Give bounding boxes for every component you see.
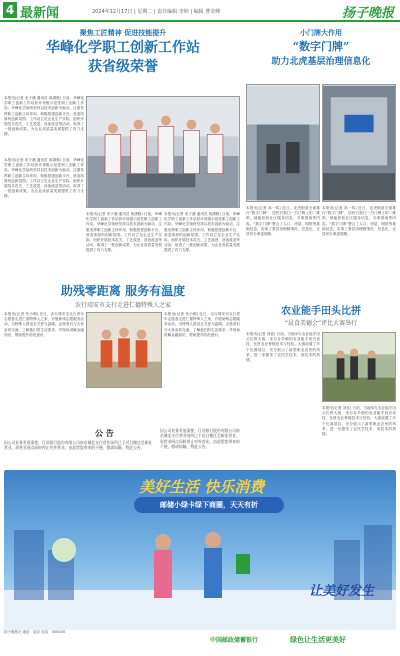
article-1-title-line2: 获省级荣誉 xyxy=(88,59,158,75)
article-1-body-cont: 本报讯(记者 宋子涵 通讯员 蒋潇骐) 日前，华峰化学职工创新工作站获评省级示范性职工创新工作站。华峰化学始终坚持以技术创新为驱动，注重发挥职工创新主体作用，积极搭建创新平台，营造浓厚的创新氛围。工作站立足企业生产实际，组织开展技术攻关、工艺改进、设备改造等活动，取得了一批创新成果，为企业高质量发展提供了有力支撑。 xyxy=(4,158,84,199)
article-3-body-cont: 本报讯(记者 高一鸣) 近日，北虎街道全面推行“数字门牌”，居民只需扫一扫门牌上的二维码，就能获取社区服务信息、办事指南等内容。“数字门牌”整合了人口、房屋、网格等基础信息，实现了基层治理精细化、信息化，让居民办事更便捷。 xyxy=(322,206,396,237)
banner-tagline: 让美好发生 xyxy=(308,584,374,599)
article-1-body: 本报讯(记者 宋子涵 通讯员 蒋潇骐) 日前，华峰化学职工创新工作站获评省级示范性职工创新工作站。华峰化学始终坚持以技术创新为驱动，注重发挥职工创新主体作用，积极搭建创新平台，营造浓厚的创新氛围。工作站立足企业生产实际，组织开展技术攻关、工艺改进、设备改造等活动，取得了一批创新成果，为企业高质量发展提供了有力支撑。 xyxy=(4,96,84,137)
article-1-photo xyxy=(86,96,240,208)
notice-title: 公 告 xyxy=(95,429,114,438)
article-4-title: 农业能手田头比拼 xyxy=(281,306,361,317)
footer-info: 扬子晚报社 地址：南京 电话：000000 xyxy=(4,630,66,634)
issue-meta: 2024年12月17日 | 星期二 | 责任编辑 李婷 | 编辑 曹奇峰 xyxy=(92,9,221,15)
article-3-kicker: 小门牌大作用 xyxy=(300,29,342,37)
article-2-title: 助残零距离 服务有温度 xyxy=(60,284,186,298)
article-4-body-cont: 本报讯(记者 刘佳) 日前，当地举办农业能手田头比拼大赛，来自各乡镇的农业能手同台竞技，比拼农业种植技术与经验。大赛设置了多个比赛项目，充分展示了新型职业农民的风采，进一步激发了农民学技术、用技术的热情。 xyxy=(322,406,396,437)
footer-bank-brand: 中国邮政储蓄银行 xyxy=(210,637,259,644)
article-3 xyxy=(246,28,396,68)
newspaper-logo: 扬子晚报 xyxy=(341,6,394,21)
banner-title: 美好生活 快乐消费 xyxy=(139,478,265,496)
article-2-photo xyxy=(86,312,162,388)
section-title: 最新闻 xyxy=(20,6,60,21)
article-4-body: 本报讯(记者 刘佳) 日前，当地举办农业能手田头比拼大赛，来自各乡镇的农业能手同台竞技，比拼农业种植技术与经验。大赛设置了多个比赛项目，充分展示了新型职业农民的风采，进一步激发了农民学技术、用技术的热情。 xyxy=(246,332,320,363)
article-3-title-line2: 助力北虎基层治理信息化 xyxy=(271,57,371,67)
article-1-body-cont2: 本报讯(记者 宋子涵 通讯员 蒋潇骐) 日前，华峰化学职工创新工作站获评省级示范性职工创新工作站。华峰化学始终坚持以技术创新为驱动，注重发挥职工创新主体作用，积极搭建创新平台，营造浓厚的创新氛围。工作站立足企业生产实际，组织开展技术攻关、工艺改进、设备改造等活动，取得了一批创新成果，为企业高质量发展提供了有力支撑。 xyxy=(86,212,162,253)
advertisement-banner[interactable] xyxy=(4,470,396,630)
article-3-photo-2 xyxy=(322,84,396,202)
article-2-body: 本报讯(记者 朱小桐) 近日，农行靖安市支行青年志愿者走进仁德特殊人之家，开展助残志愿服务活动，为特殊人群送去关爱与温暖。志愿者们与大家亲切交流，了解他们的生活需求，并现场讲解金融知识，帮助提升防范意识。 xyxy=(4,312,84,337)
article-3-photo-1 xyxy=(246,84,320,202)
article-3-title-line1: “数字门牌” xyxy=(292,40,350,53)
masthead xyxy=(0,0,400,22)
article-4-subtitle: “晨食美德会”评比大赛举行 xyxy=(284,320,358,327)
article-2-body-cont: 本报讯(记者 朱小桐) 近日，农行靖安市支行青年志愿者走进仁德特殊人之家，开展助残志愿服务活动，为特殊人群送去关爱与温暖。志愿者们与大家亲切交流，了解他们的生活需求，并现场讲解金融知识，帮助提升防范意识。 xyxy=(164,312,240,337)
notice-body: 因公司业务发展需要，江苏银行股份有限公司南京城北支行营业场所已于近日搬迁至新址营业，原营业网点同时停止对外营业。由此给您带来的不便，敬请谅解。特此公告。 xyxy=(4,440,153,451)
article-1-title-line1: 华峰化学职工创新工作站 xyxy=(46,40,200,56)
article-2-subtitle: 农行靖安市支行走进仁德特殊人之家 xyxy=(74,302,171,309)
article-1-body-cont3: 本报讯(记者 宋子涵 通讯员 蒋潇骐) 日前，华峰化学职工创新工作站获评省级示范性职工创新工作站。华峰化学始终坚持以技术创新为驱动，注重发挥职工创新主体作用，积极搭建创新平台，营造浓厚的创新氛围。工作站立足企业生产实际，组织开展技术攻关、工艺改进、设备改造等活动，取得了一批创新成果，为企业高质量发展提供了有力支撑。 xyxy=(164,212,240,253)
article-1 xyxy=(4,28,242,76)
notice-body-2: 因公司业务发展需要，江苏银行股份有限公司南京城北支行营业场所已于近日搬迁至新址营业，原营业网点同时停止对外营业。由此给您带来的不便，敬请谅解。特此公告。 xyxy=(160,428,240,450)
footer-slogan: 绿色让生活更美好 xyxy=(290,636,346,644)
article-4-photo xyxy=(322,332,396,402)
banner-promo-pill[interactable]: 邮储小绿卡绿下商圈，天天有折 xyxy=(134,497,284,513)
article-1-kicker: 聚焦工匠精神 促进技能提升 xyxy=(79,29,167,37)
article-3-body: 本报讯(记者 高一鸣) 近日，北虎街道全面推行“数字门牌”，居民只需扫一扫门牌上的二维码，就能获取社区服务信息、办事指南等内容。“数字门牌”整合了人口、房屋、网格等基础信息，实现了基层治理精细化、信息化，让居民办事更便捷。 xyxy=(246,206,320,237)
page-number: 4 xyxy=(3,2,17,18)
